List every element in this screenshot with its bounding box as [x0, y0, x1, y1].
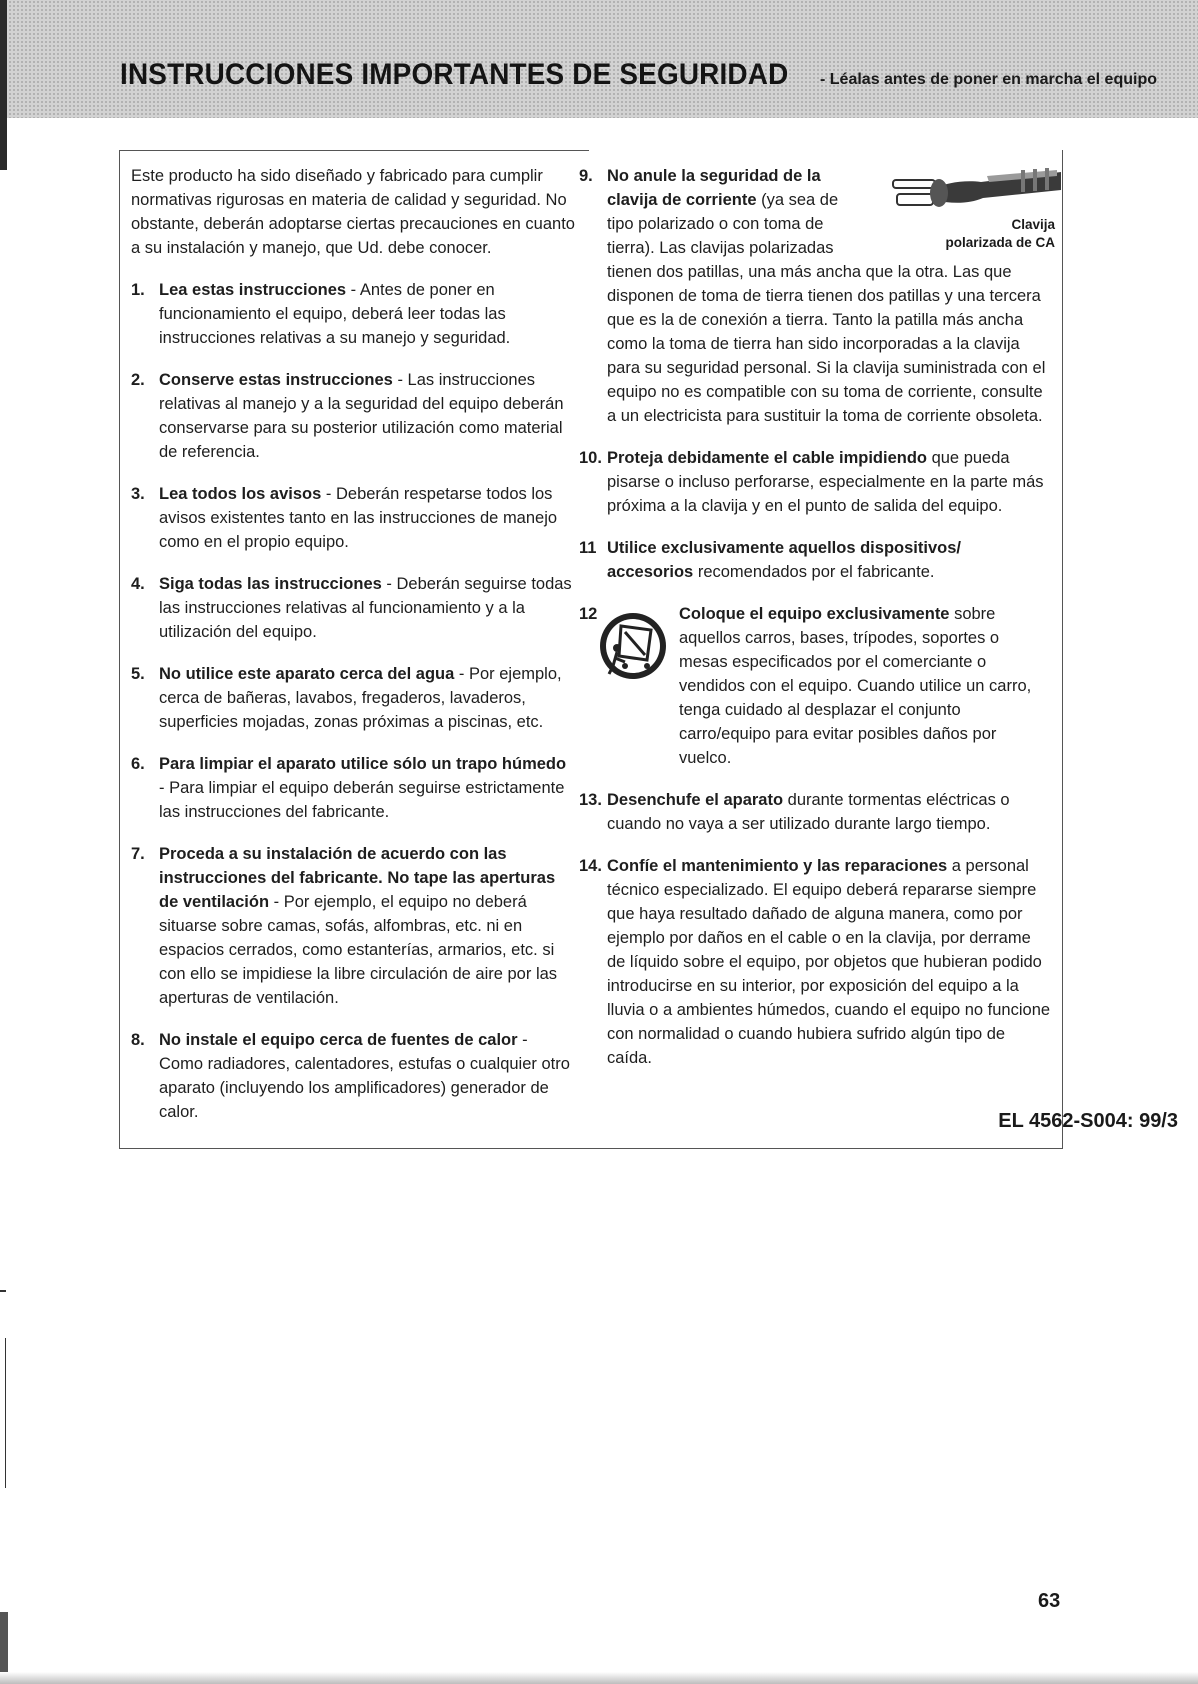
- item-text: - Por ejemplo, el equipo no deberá situarse sobre camas, sofás, alfombras, etc. ni en espacios cerrados, como estanterías, armarios, etc. si con ello se impidiese la libre circulación de aire por las aperturas de ventilación.: [159, 893, 558, 1007]
- item-number: 13.: [579, 791, 602, 809]
- item-heading: Conserve estas instrucciones: [159, 371, 393, 389]
- plug-caption: [945, 216, 1055, 252]
- item-text: - Deberán respetarse todos los avisos existentes tanto en las instrucciones de manejo como en el propio equipo.: [159, 485, 558, 551]
- item-heading: Coloque el equipo exclusivamente: [679, 605, 950, 623]
- item-text: durante tormentas eléctricas o cuando no vaya a ser utilizado durante largo tiempo.: [607, 791, 1010, 833]
- item-heading: Confíe el mantenimiento y las reparaciones: [607, 857, 948, 875]
- margin-mark: [0, 1612, 8, 1672]
- plug-illustration: [871, 164, 1061, 256]
- item-heading: Proceda a su instalación de acuerdo con las instrucciones del fabricante. No tape las aperturas de ventilación: [159, 845, 556, 911]
- scan-edge-strip: [0, 0, 7, 170]
- instruction-item-5: [131, 662, 576, 734]
- item-heading: Utilice exclusivamente aquellos dispositivos/ accesorios: [607, 539, 961, 581]
- item-text: - Antes de poner en funcionamiento el equipo, deberá leer todas las instrucciones relativas a su manejo y seguridad.: [159, 281, 511, 347]
- scan-bottom-edge: [0, 1672, 1198, 1684]
- item-text: sobre aquellos carros, bases, trípodes, soportes o mesas especificados por el comerciante o vendidos con el equipo. Cuando utilice un carro, tenga cuidado al desplazar el conjunto carro/equipo para evitar posibles daños por vuelco.: [679, 605, 1032, 767]
- item-number: 5.: [131, 665, 145, 683]
- instruction-item-1: [131, 278, 576, 350]
- item-heading: No anule la seguridad de la clavija de corriente: [607, 167, 821, 209]
- right-column: [579, 164, 1055, 1088]
- item-text: - Por ejemplo, cerca de bañeras, lavabos, fregaderos, lavaderos, superficies mojadas, zonas próximas a piscinas, etc.: [159, 665, 562, 731]
- item-heading: Siga todas las instrucciones: [159, 575, 382, 593]
- item-number: 3.: [131, 485, 145, 503]
- instruction-item-8: [131, 1028, 576, 1124]
- item-number: 11: [579, 539, 597, 557]
- item-heading: Proteja debidamente el cable impidiendo: [607, 449, 927, 467]
- item-number: 14.: [579, 857, 602, 875]
- instruction-item-9: [579, 164, 1055, 428]
- instruction-item-6: [131, 752, 576, 824]
- item-number: 9.: [579, 167, 593, 185]
- instruction-item-7: [131, 842, 576, 1010]
- item-text: recomendados por el fabricante.: [693, 563, 935, 581]
- item-number: 12: [579, 605, 598, 623]
- item-text: - Deberán seguirse todas las instrucciones relativas al funcionamiento y a la utilización del equipo.: [159, 575, 572, 641]
- item-text: - Las instrucciones relativas al manejo y a la seguridad del equipo deberán conservarse para su posterior utilización como material de referencia.: [159, 371, 564, 461]
- item-number: 8.: [131, 1031, 145, 1049]
- item-text: - Como radiadores, calentadores, estufas o cualquier otro aparato (incluyendo los amplificadores) generador de calor.: [159, 1031, 570, 1121]
- item-heading: Desenchufe el aparato: [607, 791, 784, 809]
- cart-tip-over-warning-icon: [595, 608, 671, 684]
- item-number: 6.: [131, 755, 145, 773]
- item-number: 1.: [131, 281, 145, 299]
- instruction-item-2: [131, 368, 576, 464]
- instruction-item-13: [579, 788, 1051, 836]
- polarized-plug-icon: [871, 164, 1061, 224]
- item-number: 10.: [579, 449, 602, 467]
- item-heading: No utilice este aparato cerca del agua: [159, 665, 455, 683]
- item-number: 2.: [131, 371, 145, 389]
- item-heading: Para limpiar el aparato utilice sólo un trapo húmedo: [159, 755, 567, 773]
- margin-mark: [5, 1338, 6, 1488]
- intro-paragraph: Este producto ha sido diseñado y fabricado para cumplir normativas rigurosas en materia de calidad y seguridad. No obstante, deberán adoptarse ciertas precauciones en cuanto a su instalación y manejo, que Ud. debe conocer.: [131, 167, 575, 257]
- item-heading: Lea todos los avisos: [159, 485, 322, 503]
- instruction-item-4: [131, 572, 576, 644]
- plug-caption-line2: polarizada de CA: [945, 235, 1055, 250]
- item-text: - Para limpiar el equipo deberán seguirse estrictamente las instrucciones del fabricante.: [159, 779, 565, 821]
- item-text: que pueda pisarse o incluso perforarse, especialmente en la parte más próxima a la clavija y en el punto de salida del equipo.: [607, 449, 1044, 515]
- item-heading: No instale el equipo cerca de fuentes de calor: [159, 1031, 518, 1049]
- instruction-item-12: [579, 602, 1051, 770]
- item-number: 7.: [131, 845, 145, 863]
- page-title: INSTRUCCIONES IMPORTANTES DE SEGURIDAD: [120, 58, 789, 91]
- instruction-item-14: [579, 854, 1051, 1070]
- document-code: EL 4562-S004: 99/3: [998, 1110, 1178, 1132]
- instruction-item-3: [131, 482, 576, 554]
- item-number: 4.: [131, 575, 145, 593]
- page-header: [120, 58, 1157, 92]
- page-number: 63: [1038, 1590, 1061, 1612]
- page-subtitle: - Léalas antes de poner en marcha el equipo: [820, 71, 1157, 88]
- instruction-item-11: [579, 536, 1051, 584]
- item-heading: Lea estas instrucciones: [159, 281, 347, 299]
- left-column: [131, 164, 576, 1142]
- item-text: a personal técnico especializado. El equipo deberá repararse siempre que haya resultado dañado de alguna manera, como por ejemplo por daños en el cable o en la clavija, por derrame de líquido sobre el equipo, por objetos que hubieran podido introducirse en su interior, por exposición del equipo a la lluvia o a ambientes húmedos, cuando el equipo no funcione con normalidad o cuando hubiera sufrido algún tipo de caída.: [607, 857, 1051, 1067]
- plug-caption-line1: Clavija: [1011, 217, 1055, 232]
- instruction-item-10: [579, 446, 1051, 518]
- item-text: (ya sea de tipo polarizado o con toma de tierra). Las clavijas polarizadas tienen dos patillas, una más ancha que la otra. Las que disponen de toma de tierra tienen dos patillas y una tercera que es la de conexión a tierra. Tanto la patilla más ancha como la toma de tierra han sido incorporadas a la clavija para su seguridad personal. Si la clavija suministrada con el equipo no es compatible con su toma de corriente, consulte a un electricista para sustituir la toma de corriente obsoleta.: [607, 191, 1046, 425]
- margin-mark: [0, 1290, 6, 1292]
